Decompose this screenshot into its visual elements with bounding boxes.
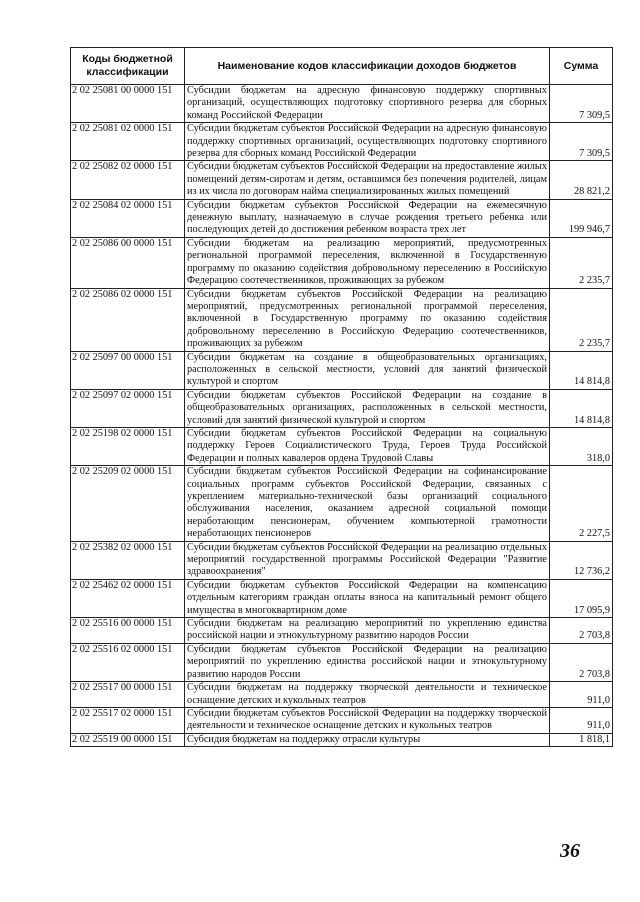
row-code: 2 02 25209 02 0000 151 [71,466,185,541]
row-code: 2 02 25082 02 0000 151 [71,161,185,199]
row-name: Субсидии бюджетам субъектов Российской Федерации на предоставление жилых помещений детям-сиротам и детям, оставшимся без попечения родителей, лицам из их числа по договорам найма специализированных жилых помещений [185,161,550,199]
row-name: Субсидии бюджетам субъектов Российской Федерации на реализацию мероприятий, предусмотренных региональной программой переселения, включенной в Государственную программу по оказанию содействия добровольному переселению в Российскую Федерацию соотечественников, проживающих за рубежом [185,288,550,351]
row-code: 2 02 25081 00 0000 151 [71,85,185,123]
row-name: Субсидии бюджетам на реализацию мероприятий по укреплению единства российской нации и этнокультурному развитию народов России [185,618,550,644]
table-row [71,707,613,733]
row-name: Субсидии бюджетам субъектов Российской Федерации на реализацию отдельных мероприятий государственной программы Российской Федерации "Развитие здравоохранения" [185,541,550,579]
row-name: Субсидии бюджетам субъектов Российской Федерации на компенсацию отдельным категориям граждан оплаты взноса на капитальный ремонт общего имущества в многоквартирном доме [185,579,550,617]
row-sum: 14 814,8 [550,351,613,389]
row-code: 2 02 25517 02 0000 151 [71,707,185,733]
table-row [71,389,613,427]
row-name: Субсидии бюджетам субъектов Российской Федерации на создание в общеобразовательных организациях, расположенных в сельской местности, условий для занятий физической культурой и спортом [185,389,550,427]
row-name: Субсидии бюджетам субъектов Российской Федерации на реализацию мероприятий по укреплению единства российской нации и этнокультурному развитию народов России [185,643,550,681]
table-row [71,466,613,541]
row-sum: 318,0 [550,427,613,465]
table-row [71,733,613,746]
row-name: Субсидия бюджетам на поддержку отрасли культуры [185,733,550,746]
header-sum: Сумма [550,48,613,85]
row-name: Субсидии бюджетам субъектов Российской Федерации на поддержку творческой деятельности и техническое оснащение детских и кукольных театров [185,707,550,733]
row-sum: 28 821,2 [550,161,613,199]
table-row [71,643,613,681]
table-header-row [71,48,613,85]
row-sum: 2 703,8 [550,643,613,681]
table-row [71,618,613,644]
row-name: Субсидии бюджетам субъектов Российской Федерации на адресную финансовую поддержку спортивных организаций, осуществляющих подготовку спортивного резерва для сборных команд Российской Федерации [185,123,550,161]
row-code: 2 02 25516 02 0000 151 [71,643,185,681]
row-code: 2 02 25462 02 0000 151 [71,579,185,617]
row-name: Субсидии бюджетам на реализацию мероприятий, предусмотренных региональной программой переселения, включенной в Государственную программу по оказанию содействия добровольному переселению в Российскую Федерацию соотечественников, проживающих за рубежом [185,237,550,288]
row-code: 2 02 25097 02 0000 151 [71,389,185,427]
header-codes: Коды бюджетной классификации [71,48,185,85]
row-name: Субсидии бюджетам субъектов Российской Федерации на социальную поддержку Героев Социалистического Труда, Героев Труда Российской Федерации и полных кавалеров ордена Трудовой Славы [185,427,550,465]
table-body [71,85,613,747]
row-code: 2 02 25086 00 0000 151 [71,237,185,288]
row-sum: 2 703,8 [550,618,613,644]
row-sum: 2 235,7 [550,288,613,351]
table-row [71,237,613,288]
row-code: 2 02 25097 00 0000 151 [71,351,185,389]
table-row [71,541,613,579]
table-row [71,682,613,708]
budget-classification-table [70,47,613,747]
row-name: Субсидии бюджетам на адресную финансовую поддержку спортивных организаций, осуществляющих подготовку спортивного резерва для сборных команд Российской Федерации [185,85,550,123]
row-sum: 14 814,8 [550,389,613,427]
row-name: Субсидии бюджетам субъектов Российской Федерации на ежемесячную денежную выплату, назначаемую в случае рождения третьего ребенка или последующих детей до достижения ребенком возраста трех лет [185,199,550,237]
table-row [71,288,613,351]
table-row [71,161,613,199]
row-name: Субсидии бюджетам на создание в общеобразовательных организациях, расположенных в сельской местности, условий для занятий физической культурой и спортом [185,351,550,389]
row-sum: 7 309,5 [550,123,613,161]
row-sum: 2 235,7 [550,237,613,288]
page-number: 36 [560,840,580,862]
row-sum: 7 309,5 [550,85,613,123]
table-row [71,85,613,123]
row-sum: 1 818,1 [550,733,613,746]
row-sum: 12 736,2 [550,541,613,579]
row-code: 2 02 25516 00 0000 151 [71,618,185,644]
row-name: Субсидии бюджетам субъектов Российской Федерации на софинансирование социальных программ субъектов Российской Федерации, связанных с укреплением материально-технической базы организаций социального обслуживания населения, оказанием адресной социальной помощи неработающим пенсионерам, обучением компьютерной грамотности неработающих пенсионеров [185,466,550,541]
header-name: Наименование кодов классификации доходов бюджетов [185,48,550,85]
row-code: 2 02 25081 02 0000 151 [71,123,185,161]
row-code: 2 02 25198 02 0000 151 [71,427,185,465]
table-row [71,123,613,161]
table-row [71,199,613,237]
table-row [71,579,613,617]
row-code: 2 02 25382 02 0000 151 [71,541,185,579]
row-code: 2 02 25086 02 0000 151 [71,288,185,351]
row-sum: 911,0 [550,682,613,708]
row-code: 2 02 25084 02 0000 151 [71,199,185,237]
row-sum: 2 227,5 [550,466,613,541]
table-row [71,427,613,465]
table-row [71,351,613,389]
row-name: Субсидии бюджетам на поддержку творческой деятельности и техническое оснащение детских и кукольных театров [185,682,550,708]
row-sum: 17 095,9 [550,579,613,617]
row-code: 2 02 25517 00 0000 151 [71,682,185,708]
row-sum: 911,0 [550,707,613,733]
budget-table-sheet [70,47,612,747]
row-code: 2 02 25519 00 0000 151 [71,733,185,746]
row-sum: 199 946,7 [550,199,613,237]
